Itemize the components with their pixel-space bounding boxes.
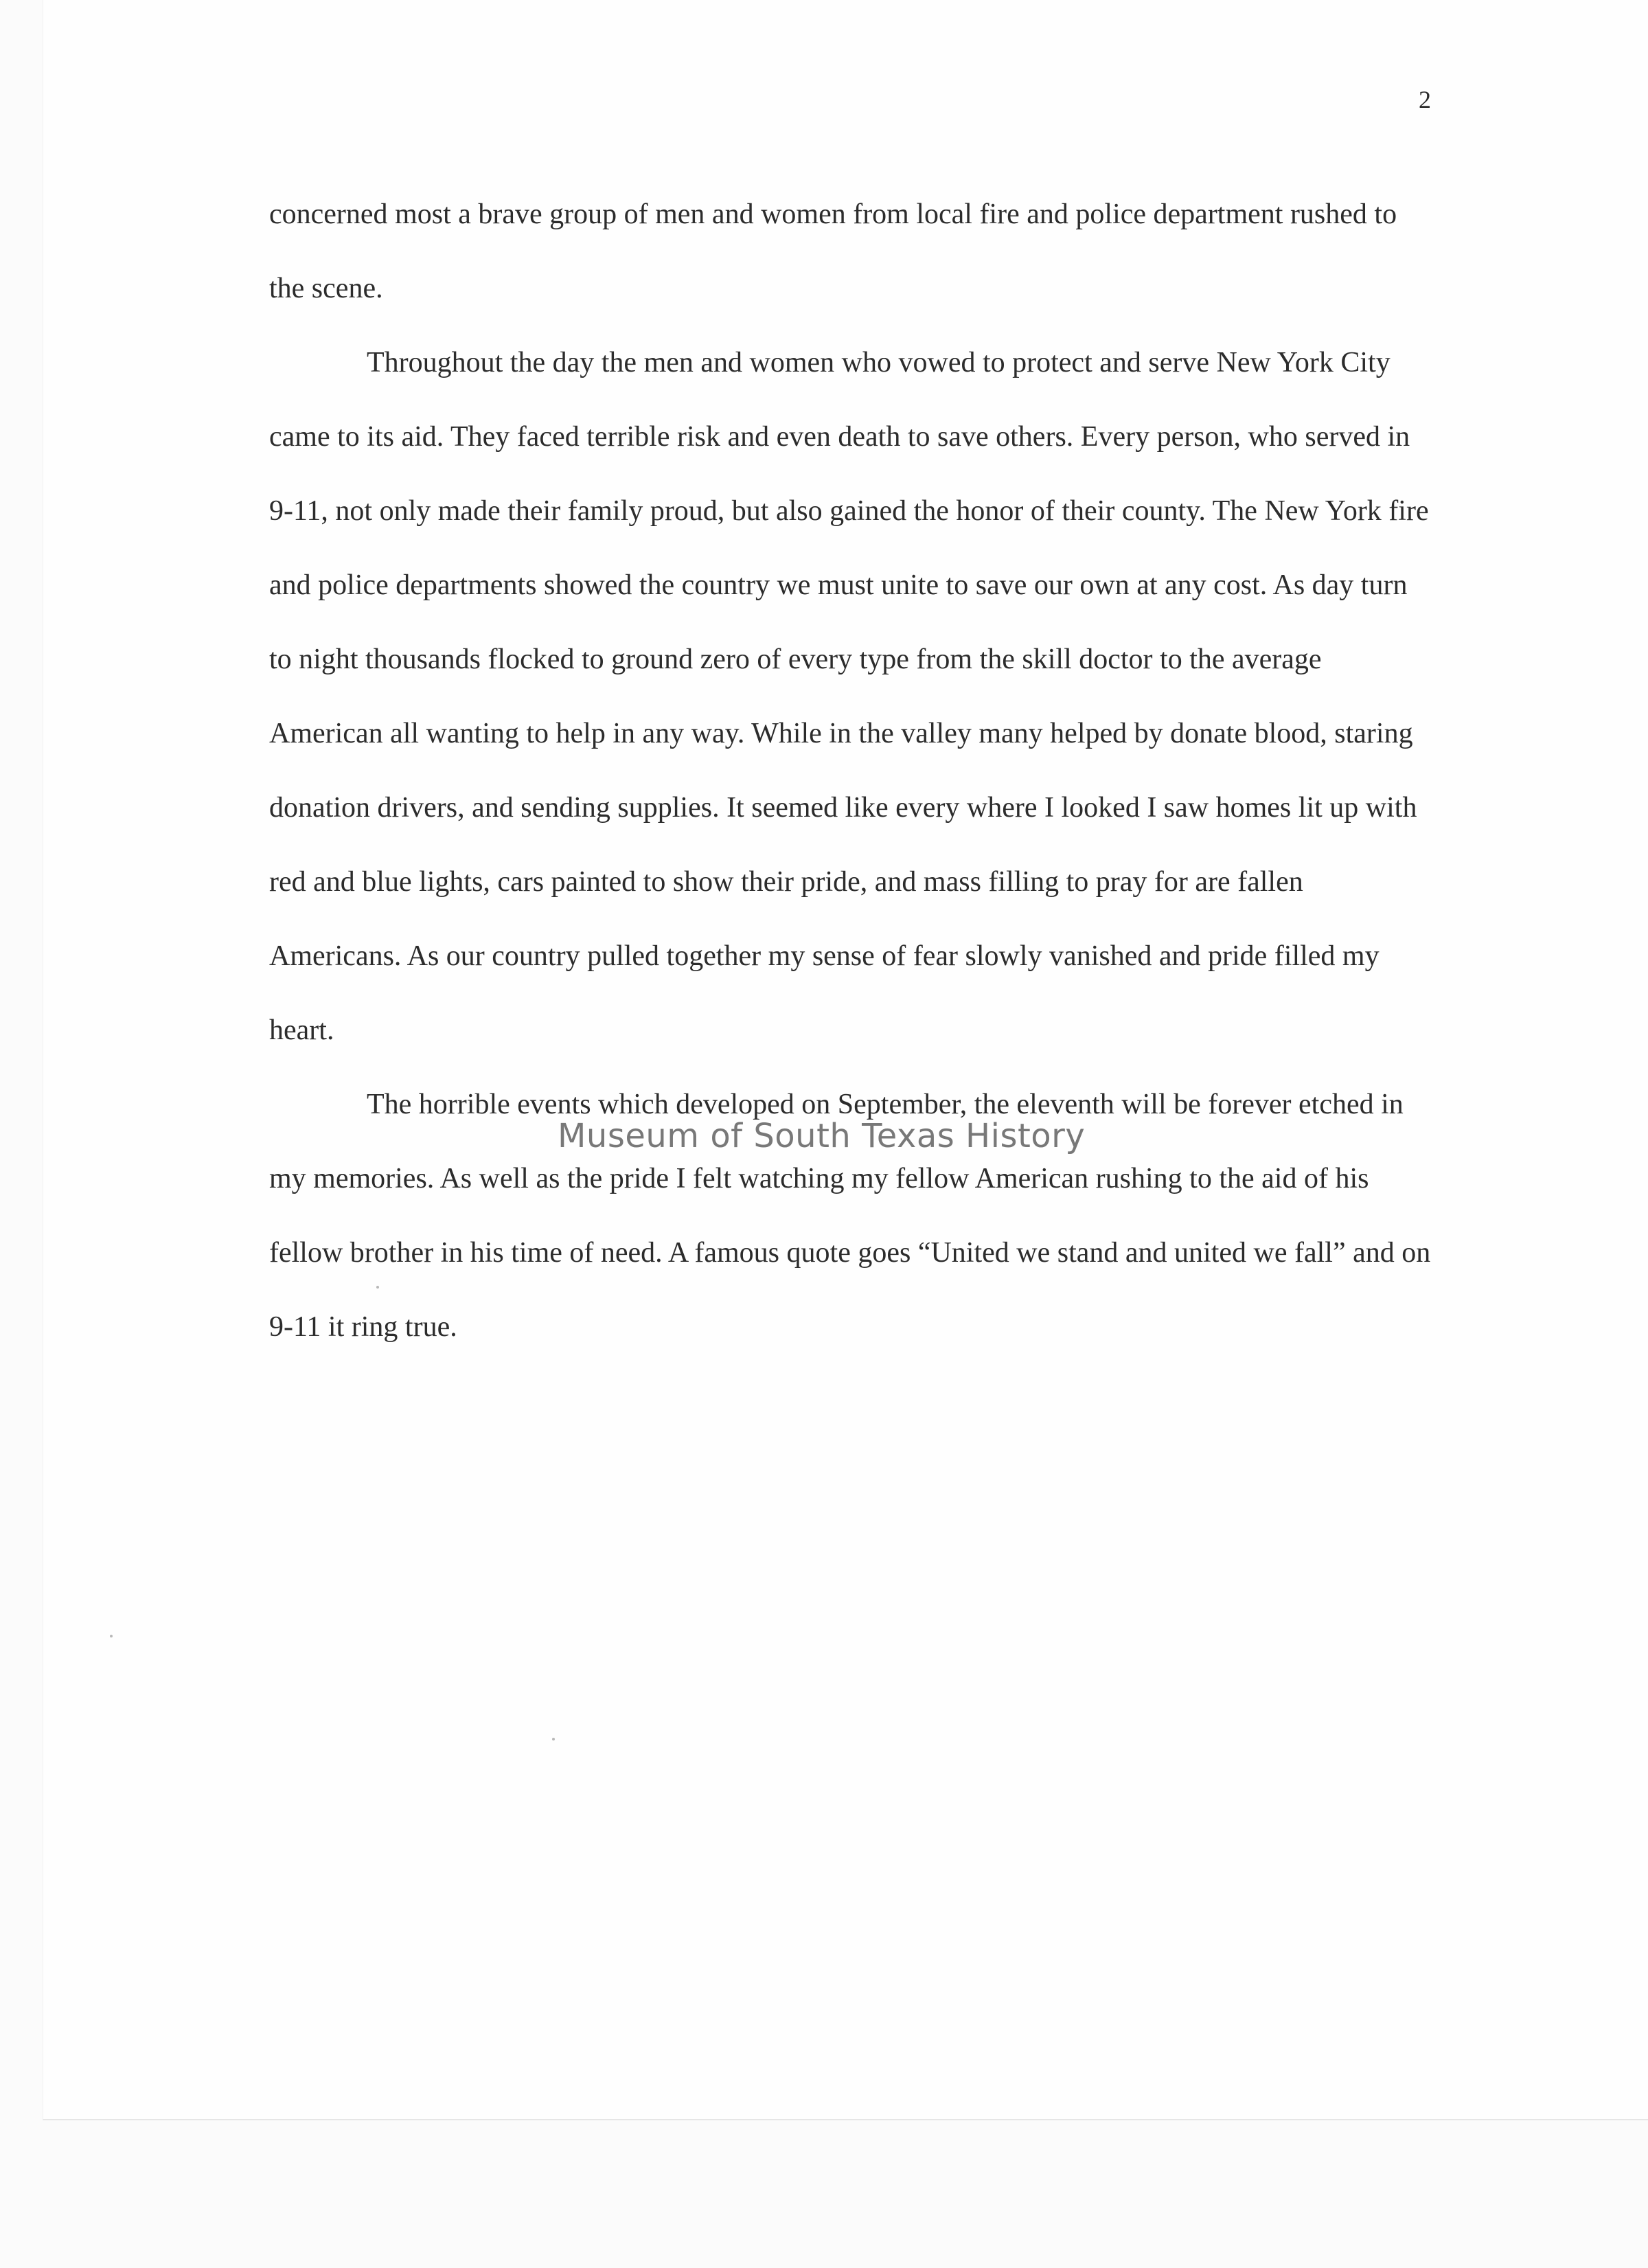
paragraph-3: The horrible events which developed on September, the eleventh will be forever etched in my memories. As well as the pride I felt watching my fellow American rushing to the aid of his fellow brother in his time of need. A famous quote goes “United we stand and united we fall” and on 9-11 it ring true. (269, 1089, 1431, 1343)
paragraph-1: concerned most a brave group of men and women from local fire and police department rushed to the scene. (269, 199, 1397, 304)
essay-body (269, 177, 1437, 1364)
scan-speck (376, 1286, 379, 1289)
scan-speck (552, 1738, 555, 1740)
watermark: Museum of South Texas History (558, 1117, 1086, 1155)
page-number: 2 (1419, 86, 1431, 113)
scan-speck (110, 1635, 113, 1637)
paragraph-2: Throughout the day the men and women who vowed to protect and serve New York City came to its aid. They faced terrible risk and even death to save others. Every person, who served in 9-11, not only made their family proud, but also gained the honor of their county. The New York fire and police departments showed the country we must unite to save our own at any cost. As day turn to night thousands flocked to ground zero of every type from the skill doctor to the average American all wanting to help in any way. While in the valley many helped by donate blood, staring donation drivers, and sending supplies. It seemed like every where I looked I saw homes lit up with red and blue lights, cars painted to show their pride, and mass filling to pray for are fallen Americans. As our country pulled together my sense of fear slowly vanished and pride filled my heart. (269, 347, 1429, 1046)
